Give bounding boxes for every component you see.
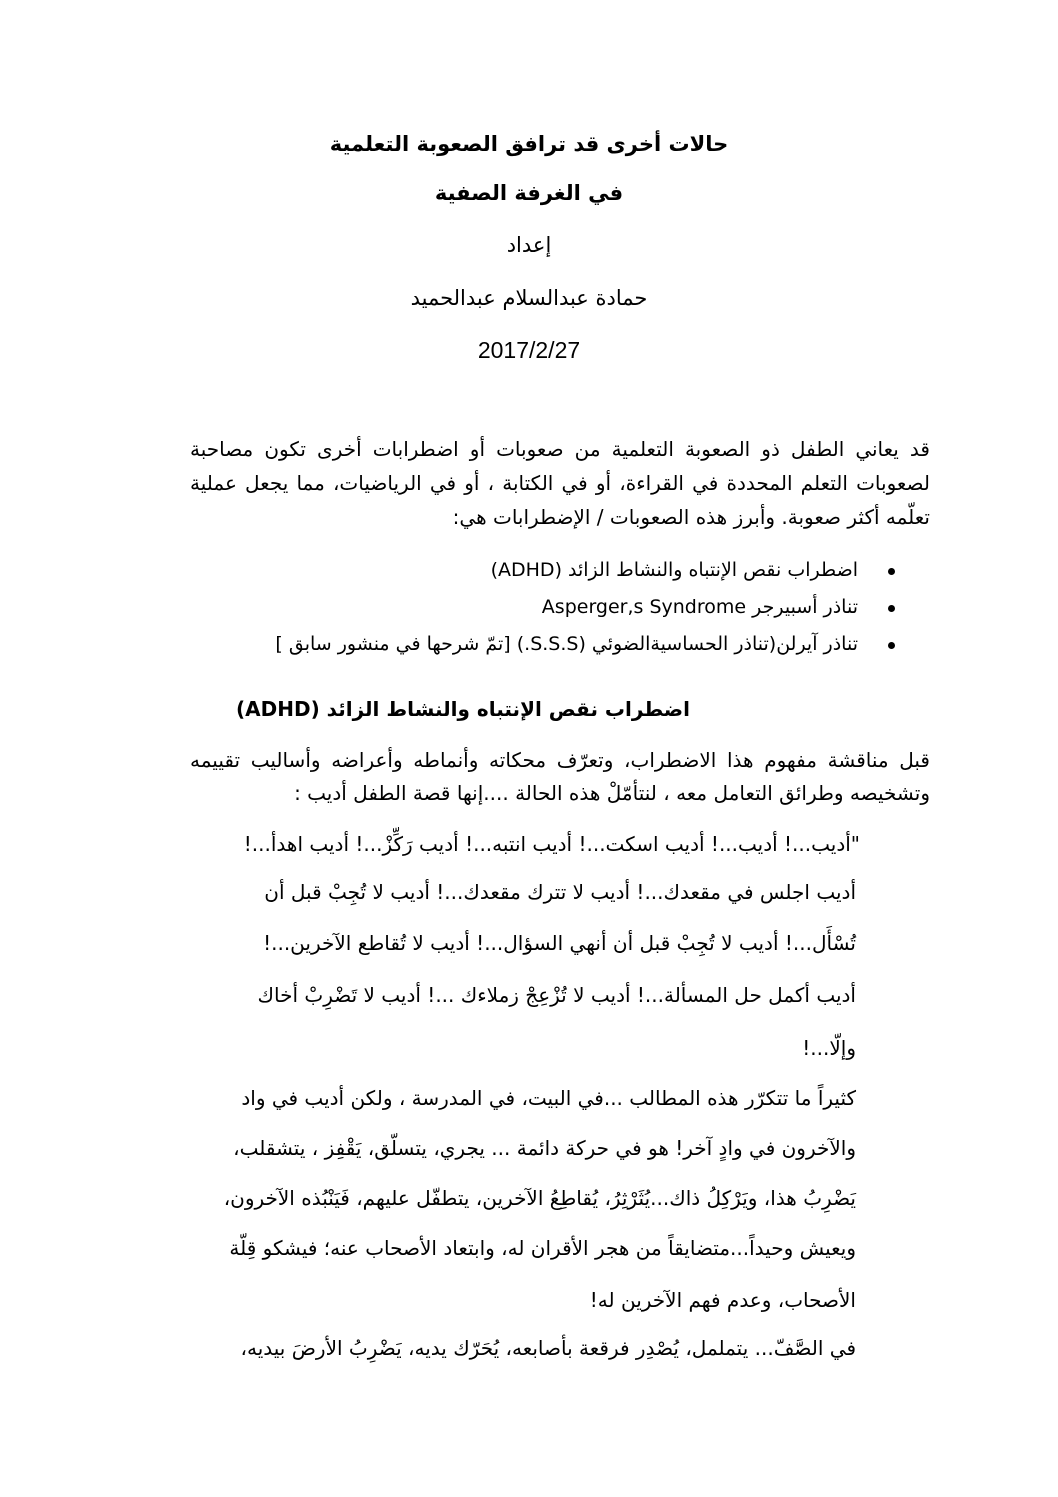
- bullet-icon: [888, 605, 895, 612]
- story-line: الأصحاب، وعدم فهم الآخرين له!: [589, 1288, 856, 1312]
- story-line: يَضْرِبُ هذا، ويَرْكِلُ ذاك...يُثَرْثِرُ، يُقاطِعُ الآخرين، يتطفّل عليهم، فَيَنْبُذه الآخرون،: [223, 1186, 856, 1210]
- author-name: حمادة عبدالسلام عبدالحميد: [410, 286, 648, 310]
- story-line: أديب أكمل حل المسألة...! أديب لا تُزْعِجْ زملاءك ...! أديب لا تَضْرِبْ أخاك: [257, 983, 856, 1007]
- section-paragraph: قبل مناقشة مفهوم هذا الاضطراب، وتعرّف محكاته وأنماطه وأعراضه وأساليب تقييمه وتشخيصه وطرائق التعامل معه ، لنتأمّلْ هذه الحالة ....إنها قصة الطفل أديب :: [190, 748, 930, 805]
- story-line: "أديب...! أديب...! أديب اسكت...! أديب انتبه...! أديب رَكِّزْ...! أديب اهدأ...!: [243, 832, 860, 856]
- list-item-text: تناذر آيرلن(تناذر الحساسيةالضوئي (S.S.S.) [تمّ شرحها في منشور سابق ]: [275, 633, 858, 655]
- bullet-icon: [888, 568, 895, 575]
- section-heading: اضطراب نقص الإنتباه والنشاط الزائد (ADHD): [236, 697, 690, 721]
- list-item: [218, 552, 858, 589]
- story-line: ويعيش وحيداً...متضايقاً من هجر الأقران له، وابتعاد الأصحاب عنه؛ فيشكو قِلّة: [229, 1236, 856, 1260]
- story-line: والآخرون في وادٍ آخر! هو في حركة دائمة ... يجري، يتسلّق، يَقْفِز ، يتشقلب،: [233, 1136, 856, 1160]
- list-item-text: اضطراب نقص الإنتباه والنشاط الزائد (ADHD): [490, 559, 858, 581]
- story-line: في الصَّفّ... يتململ، يُصْدِر فرقعة بأصابعه، يُحَرّك يديه، يَضْرِبُ الأرضَ بيديه،: [240, 1336, 856, 1360]
- bullet-icon: [888, 642, 895, 649]
- story-line: أديب اجلس في مقعدك...! أديب لا تترك مقعدك...! أديب لا تُجِبْ قبل أن: [264, 880, 856, 904]
- disorders-list: [218, 552, 858, 663]
- story-line: وإلّا...!: [802, 1036, 856, 1060]
- list-item: [218, 626, 858, 663]
- intro-paragraph: قد يعاني الطفل ذو الصعوبة التعلمية من صعوبات أو اضطرابات أخرى تكون مصاحبة لصعوبات التعلم المحددة في القراءة، أو في الكتابة ، أو في الرياضيات، مما يجعل عملية تعلّمه أكثر صعوبة. وأبرز هذه الصعوبات / الإضطرابات هي:: [190, 437, 930, 529]
- document-date: 2017/2/27: [477, 337, 581, 363]
- story-line: تُسْأَل...! أديب لا تُجِبْ قبل أن أنهي السؤال...! أديب لا تُقاطع الآخرين...!: [263, 931, 856, 955]
- story-line: كثيراً ما تتكرّر هذه المطالب ...في البيت، في المدرسة ، ولكن أديب في واد: [241, 1086, 856, 1110]
- list-item: [218, 589, 858, 626]
- document-subtitle: في الغرفة الصفية: [434, 181, 624, 205]
- prepared-by-label: إعداد: [506, 233, 552, 257]
- list-item-text: تناذر أسبيرجر Asperger,s Syndrome: [541, 596, 858, 618]
- document-title: حالات أخرى قد ترافق الصعوبة التعلمية: [329, 132, 729, 156]
